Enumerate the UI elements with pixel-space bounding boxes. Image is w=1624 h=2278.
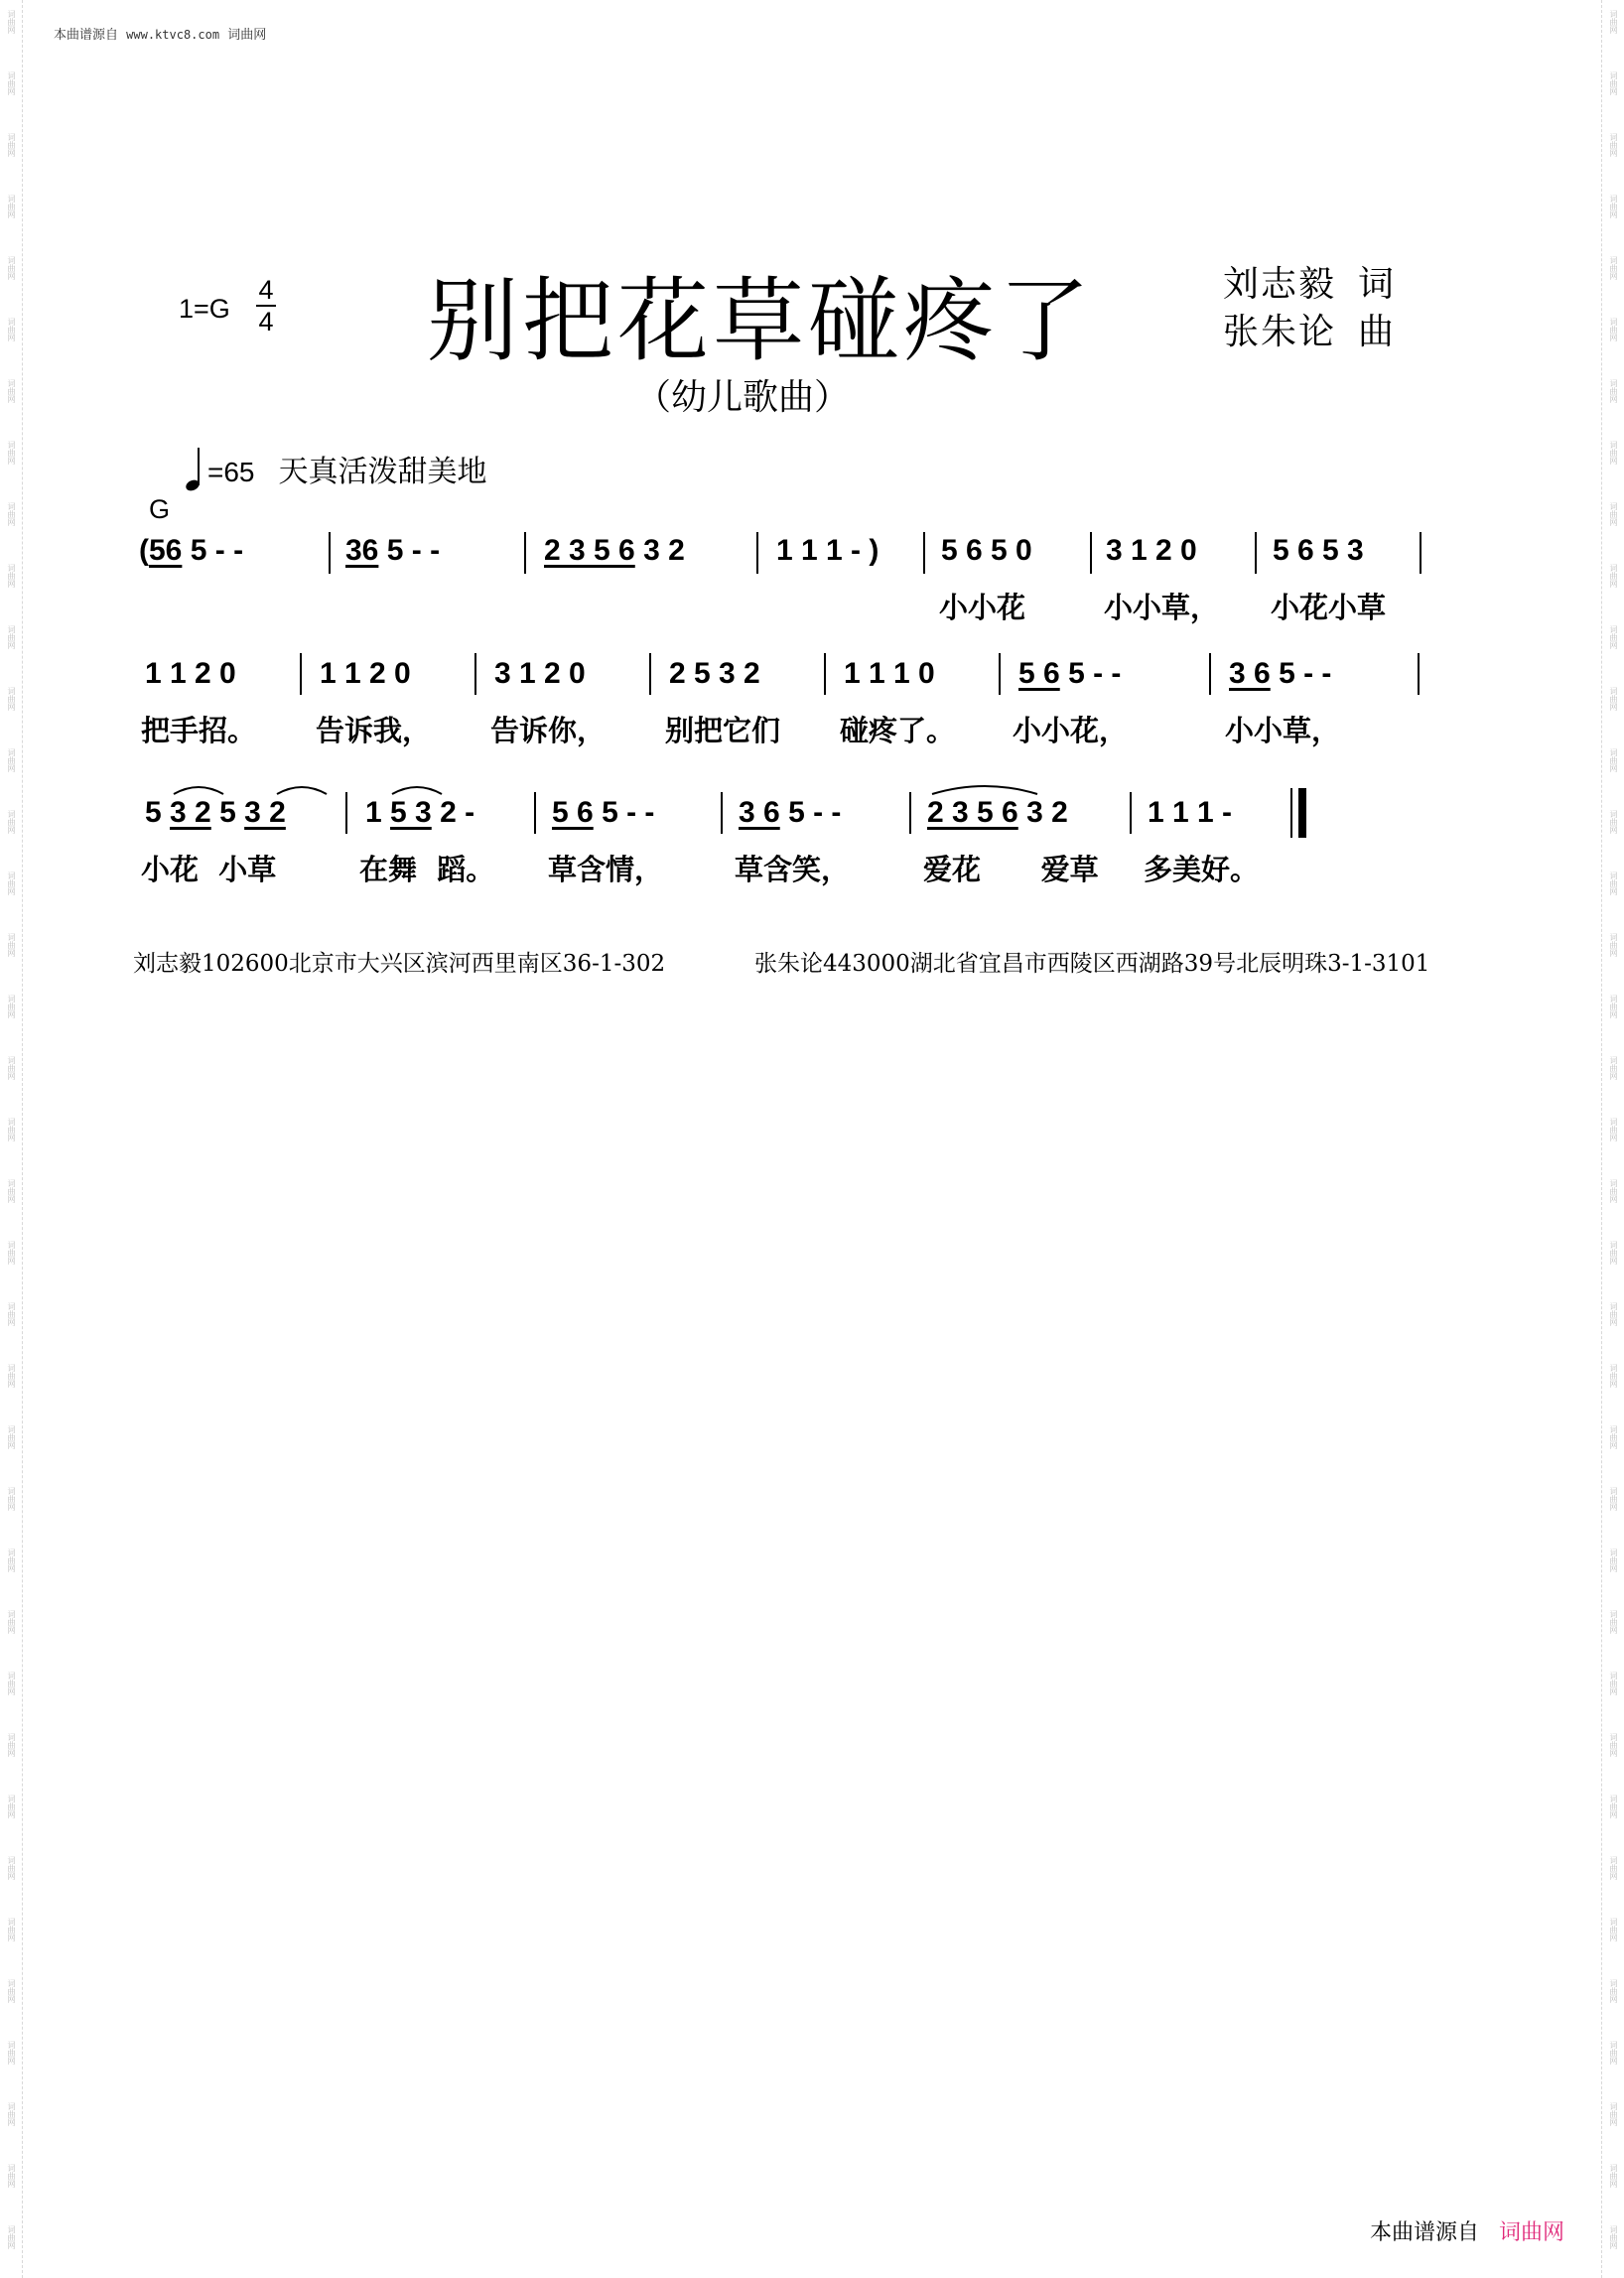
measure-3-5: 2 3 5 6 3 2 — [927, 796, 1068, 829]
watermark-text: 词曲网 — [1609, 1179, 1618, 1203]
watermark-text: 词曲网 — [1609, 1487, 1618, 1511]
top-source-prefix: 本曲谱源自 — [54, 28, 119, 43]
quarter-note-icon — [186, 445, 207, 490]
watermark-text: 词曲网 — [1609, 2225, 1618, 2249]
top-source-site[interactable]: 词曲网 — [227, 28, 267, 43]
watermark-text: 词曲网 — [7, 1672, 16, 1695]
watermark-text: 词曲网 — [7, 1795, 16, 1818]
slur-tie — [274, 780, 330, 796]
time-signature — [254, 275, 278, 336]
watermark-text: 词曲网 — [7, 1118, 16, 1141]
watermark-text: 词曲网 — [1609, 1364, 1618, 1388]
slur-tie — [171, 780, 226, 796]
bar-line — [909, 792, 911, 834]
bottom-source-prefix: 本曲谱源自 — [1369, 2220, 1479, 2245]
watermark-text: 词曲网 — [7, 1302, 16, 1326]
watermark-text: 词曲网 — [7, 995, 16, 1018]
bar-line — [1209, 653, 1211, 695]
final-barline-thick — [1298, 788, 1306, 838]
watermark-text: 词曲网 — [1609, 1610, 1618, 1634]
measure-2-2: 1 1 2 0 — [320, 657, 411, 690]
lyricist-address: 刘志毅102600北京市大兴区滨河西里南区36-1-302 — [133, 951, 666, 977]
lyric-2-5: 碰疼了。 — [840, 714, 956, 747]
top-source-line — [54, 24, 266, 43]
bar-line — [721, 792, 723, 834]
lyric-2-7: 小小草， — [1225, 714, 1341, 747]
lyric-3-1: 小花 小草 — [141, 853, 277, 886]
measure-1-3: 2 3 5 6 3 2 — [544, 534, 685, 567]
watermark-text: 词曲网 — [1609, 564, 1618, 588]
watermark-text: 词曲网 — [1609, 687, 1618, 711]
key-signature: 1=G — [179, 294, 230, 324]
lyric-3-4: 草含笑， — [735, 853, 851, 886]
lyric-3-5: 爱花 爱草 — [923, 853, 1099, 886]
lyric-2-6: 小小花， — [1013, 714, 1129, 747]
watermark-text: 词曲网 — [7, 1610, 16, 1634]
watermark-text: 词曲网 — [7, 625, 16, 649]
bottom-source-line — [1370, 2215, 1564, 2246]
bar-line — [534, 792, 536, 834]
watermark-text: 词曲网 — [1609, 2102, 1618, 2126]
song-subtitle: （幼儿歌曲） — [635, 377, 851, 418]
watermark-text: 词曲网 — [1609, 1548, 1618, 1572]
measure-3-2: 1 5 3 2 - — [365, 796, 475, 829]
watermark-text: 词曲网 — [7, 748, 16, 772]
watermark-text: 词曲网 — [7, 1733, 16, 1757]
bar-line — [923, 532, 925, 574]
measure-1-2: 36 5 - - — [345, 534, 441, 567]
slur-tie — [929, 778, 1040, 796]
watermark-text: 词曲网 — [7, 1056, 16, 1080]
watermark-text: 词曲网 — [1609, 1918, 1618, 1942]
measure-1-4: 1 1 1 - ) — [776, 534, 880, 567]
watermark-text: 词曲网 — [7, 379, 16, 403]
measure-1-6: 3 1 2 0 — [1106, 534, 1197, 567]
watermark-text: 词曲网 — [7, 933, 16, 957]
watermark-text: 词曲网 — [1609, 441, 1618, 465]
watermark-text: 词曲网 — [7, 256, 16, 280]
watermark-text: 词曲网 — [1609, 1056, 1618, 1080]
lyric-1-6: 小小草， — [1104, 591, 1220, 624]
measure-1-7: 5 6 5 3 — [1273, 534, 1364, 567]
watermark-text: 词曲网 — [1609, 256, 1618, 280]
lyric-3-3: 草含情， — [548, 853, 664, 886]
watermark-text: 词曲网 — [1609, 810, 1618, 834]
tempo-value: =65 — [207, 457, 255, 487]
watermark-text: 词曲网 — [1609, 625, 1618, 649]
watermark-text: 词曲网 — [1609, 933, 1618, 957]
watermark-text: 词曲网 — [7, 1487, 16, 1511]
watermark-text: 词曲网 — [1609, 1302, 1618, 1326]
lyric-1-7: 小花小草 — [1271, 591, 1387, 624]
watermark-text: 词曲网 — [1609, 2041, 1618, 2065]
watermark-text: 词曲网 — [1609, 1672, 1618, 1695]
watermark-text: 词曲网 — [7, 810, 16, 834]
expression-mark: 天真活泼甜美地 — [278, 455, 487, 489]
watermark-text: 词曲网 — [7, 195, 16, 218]
watermark-text: 词曲网 — [1609, 1979, 1618, 2003]
bar-line — [1420, 532, 1421, 574]
bar-line — [999, 653, 1001, 695]
watermark-text: 词曲网 — [7, 2041, 16, 2065]
measure-2-6: 5 6 5 - - — [1018, 657, 1122, 690]
watermark-text: 词曲网 — [7, 133, 16, 157]
watermark-text: 词曲网 — [1609, 1733, 1618, 1757]
bar-line — [756, 532, 758, 574]
slur-tie — [389, 780, 445, 796]
composer-name: 张朱论 — [1223, 312, 1337, 352]
composer-credit — [1223, 304, 1396, 354]
watermark-text: 词曲网 — [1609, 995, 1618, 1018]
watermark-text: 词曲网 — [7, 1364, 16, 1388]
measure-3-1: 5 3 2 5 3 2 — [145, 796, 286, 829]
bar-line — [1418, 653, 1420, 695]
watermark-text: 词曲网 — [1609, 1118, 1618, 1141]
watermark-text: 词曲网 — [7, 1918, 16, 1942]
watermark-text: 词曲网 — [7, 10, 16, 34]
final-barline-thin — [1290, 788, 1292, 838]
watermark-text: 词曲网 — [1609, 195, 1618, 218]
bar-line — [1130, 792, 1132, 834]
lyric-2-3: 告诉你， — [490, 714, 607, 747]
watermark-text: 词曲网 — [1609, 379, 1618, 403]
watermark-text: 词曲网 — [1609, 133, 1618, 157]
watermark-text: 词曲网 — [7, 2102, 16, 2126]
watermark-text: 词曲网 — [1609, 2164, 1618, 2188]
lyricist-credit — [1223, 256, 1396, 307]
watermark-text: 词曲网 — [7, 564, 16, 588]
lyricist-name: 刘志毅 — [1223, 264, 1337, 305]
right-watermark-strip — [1601, 0, 1624, 2278]
watermark-text: 词曲网 — [7, 1548, 16, 1572]
measure-3-6: 1 1 1 - — [1148, 796, 1233, 829]
measure-2-7: 3 6 5 - - — [1229, 657, 1332, 690]
watermark-text: 词曲网 — [7, 871, 16, 895]
measure-2-3: 3 1 2 0 — [494, 657, 586, 690]
watermark-text: 词曲网 — [7, 1179, 16, 1203]
bottom-source-brand[interactable]: 词曲网 — [1498, 2220, 1564, 2245]
bar-line — [329, 532, 331, 574]
lyric-3-2: 在舞 蹈。 — [359, 853, 495, 886]
bar-line — [1090, 532, 1092, 574]
measure-1-5: 5 6 5 0 — [941, 534, 1032, 567]
watermark-text: 词曲网 — [7, 71, 16, 95]
watermark-text: 词曲网 — [1609, 71, 1618, 95]
watermark-text: 词曲网 — [1609, 318, 1618, 341]
bar-line — [524, 532, 526, 574]
lyric-3-6: 多美好。 — [1144, 853, 1260, 886]
watermark-text: 词曲网 — [7, 2164, 16, 2188]
measure-1-1: (56 5 - - — [139, 534, 244, 567]
lyricist-role: 词 — [1358, 264, 1397, 305]
lyric-1-5: 小小花 — [939, 591, 1026, 624]
watermark-text: 词曲网 — [7, 687, 16, 711]
composer-role: 曲 — [1358, 312, 1397, 352]
watermark-text: 词曲网 — [7, 1856, 16, 1880]
watermark-text: 词曲网 — [1609, 1795, 1618, 1818]
bar-line — [345, 792, 347, 834]
song-title: 别把花草碰疼了 — [427, 268, 1095, 374]
watermark-text: 词曲网 — [7, 2225, 16, 2249]
watermark-text: 词曲网 — [7, 502, 16, 526]
watermark-text: 词曲网 — [7, 1979, 16, 2003]
tempo-marking — [186, 445, 487, 490]
chord-symbol: G — [149, 494, 171, 524]
left-watermark-strip — [0, 0, 23, 2278]
measure-3-4: 3 6 5 - - — [739, 796, 842, 829]
watermark-text: 词曲网 — [1609, 1425, 1618, 1449]
bar-line — [300, 653, 302, 695]
meter-bottom: 4 — [258, 307, 274, 336]
top-source-url[interactable]: www.ktvc8.com — [126, 28, 220, 42]
watermark-text: 词曲网 — [7, 441, 16, 465]
measure-2-5: 1 1 1 0 — [844, 657, 935, 690]
lyric-2-1: 把手招。 — [141, 714, 257, 747]
watermark-text: 词曲网 — [7, 1425, 16, 1449]
bar-line — [824, 653, 826, 695]
bar-line — [1255, 532, 1257, 574]
measure-3-3: 5 6 5 - - — [552, 796, 655, 829]
watermark-text: 词曲网 — [1609, 748, 1618, 772]
watermark-text: 词曲网 — [1609, 502, 1618, 526]
meter-top: 4 — [258, 275, 274, 305]
watermark-text: 词曲网 — [1609, 1856, 1618, 1880]
watermark-text: 词曲网 — [1609, 871, 1618, 895]
measure-2-4: 2 5 3 2 — [669, 657, 760, 690]
bar-line — [474, 653, 476, 695]
watermark-text: 词曲网 — [7, 318, 16, 341]
measure-2-1: 1 1 2 0 — [145, 657, 236, 690]
watermark-text: 词曲网 — [1609, 1241, 1618, 1265]
lyric-2-2: 告诉我， — [316, 714, 432, 747]
watermark-text: 词曲网 — [7, 1241, 16, 1265]
composer-address: 张朱论443000湖北省宜昌市西陵区西湖路39号北辰明珠3-1-3101 — [754, 951, 1430, 977]
lyric-2-4: 别把它们 — [665, 714, 781, 747]
bar-line — [649, 653, 651, 695]
watermark-text: 词曲网 — [1609, 10, 1618, 34]
